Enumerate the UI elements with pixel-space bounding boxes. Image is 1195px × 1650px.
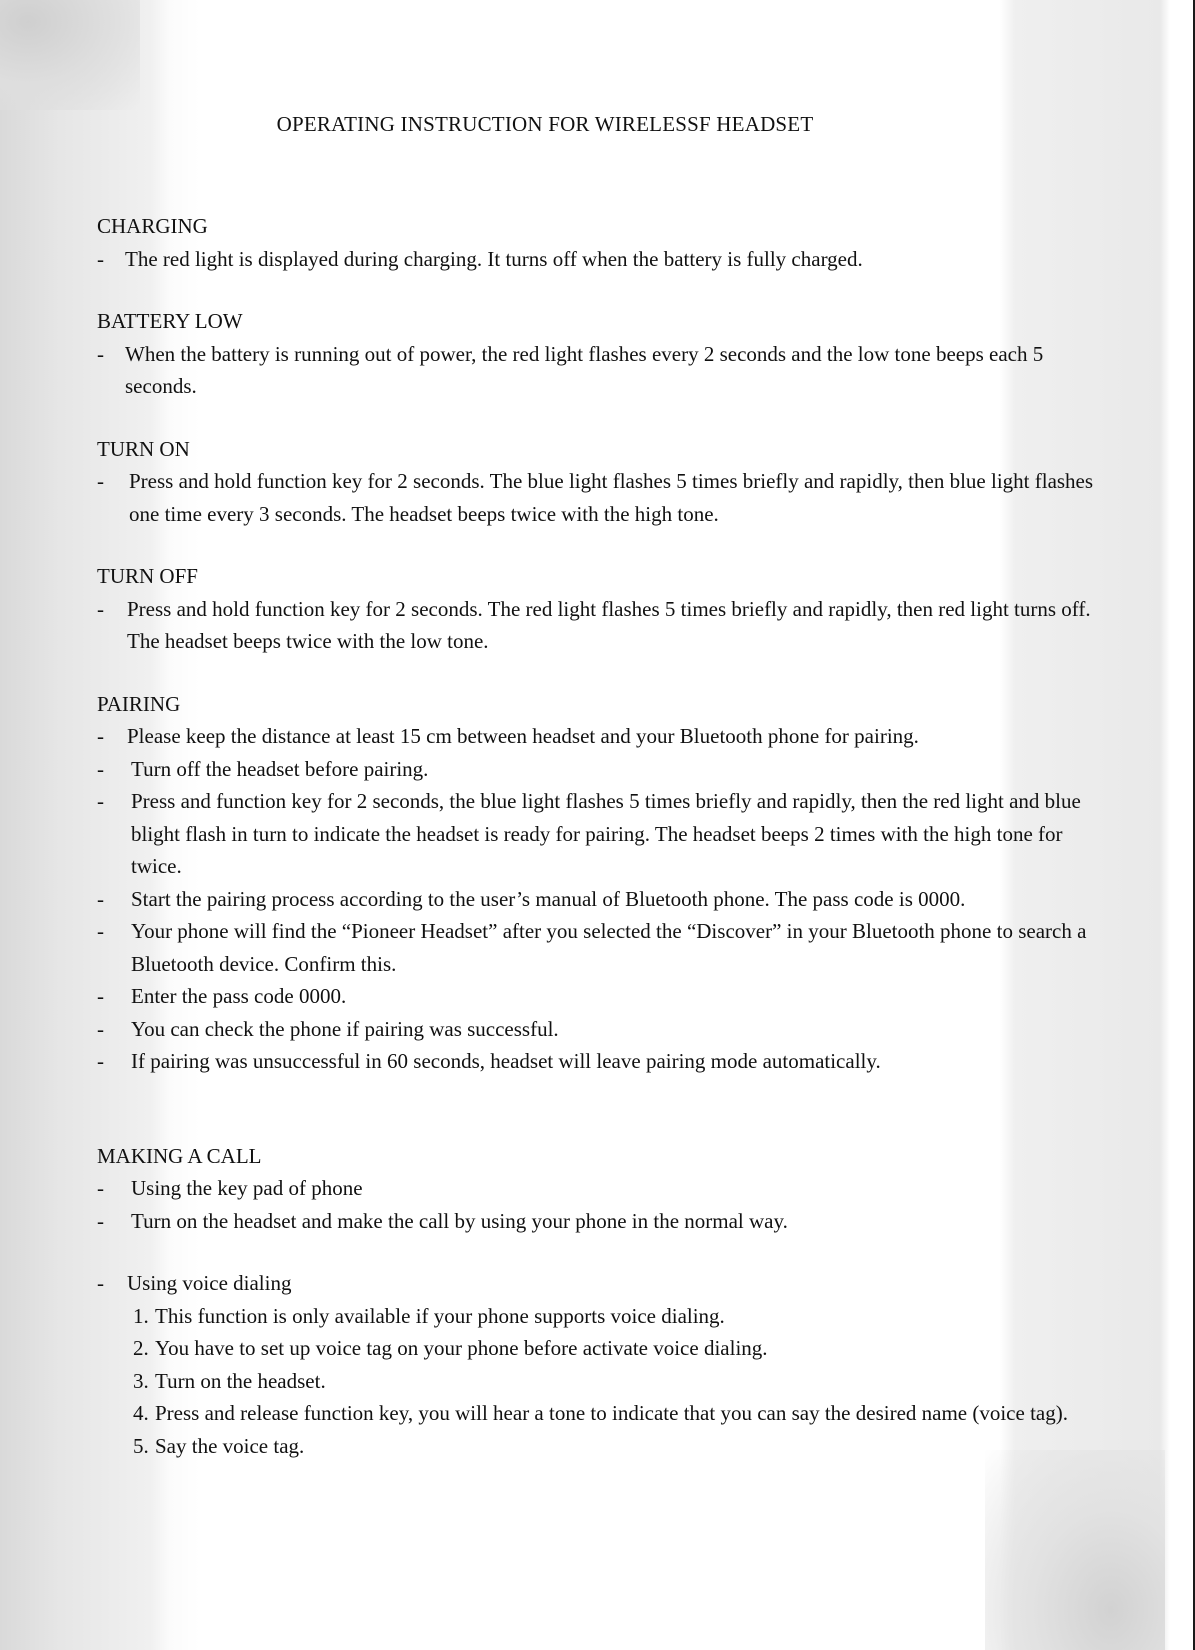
item-text: Turn off the headset before pairing. xyxy=(131,756,429,781)
bullet-dash: - xyxy=(97,1176,104,1200)
numbered-step xyxy=(97,1365,1097,1398)
item-text: Enter the pass code 0000. xyxy=(131,984,347,1008)
bullet-dash: - xyxy=(97,246,104,271)
list-item xyxy=(97,1172,1097,1205)
bullet-dash: - xyxy=(97,596,104,621)
section-pairing xyxy=(97,688,1097,1078)
step-number: 5. xyxy=(133,1433,149,1458)
item-text: Start the pairing process according to the user’s manual of Bluetooth phone. The pass code is 0000. xyxy=(131,886,966,911)
item-text: The red light is displayed during charging. It turns off when the battery is fully charged. xyxy=(125,246,863,271)
step-text: Press and release function key, you will hear a tone to indicate that you can say the desired name (voice tag). xyxy=(155,1401,1068,1425)
item-text: Your phone will find the “Pioneer Headset” after you selected the “Discover” in your Bluetooth phone to search a Bluetooth device. Confirm this. xyxy=(131,919,1087,976)
bullet-dash: - xyxy=(97,1271,104,1295)
item-text: Please keep the distance at least 15 cm between headset and your Bluetooth phone for pairing. xyxy=(127,724,919,748)
list-item xyxy=(97,720,1097,753)
scan-shadow-bottom-right xyxy=(985,1450,1165,1650)
list-item xyxy=(97,883,1097,916)
bullet-dash: - xyxy=(97,469,104,493)
bullet-dash: - xyxy=(97,789,104,813)
bullet-dash: - xyxy=(97,984,104,1008)
item-text: Using voice dialing xyxy=(127,1271,292,1295)
bullet-dash: - xyxy=(97,886,104,911)
bullet-dash: - xyxy=(97,919,104,943)
item-text: Press and hold function key for 2 seconds. The red light flashes 5 times briefly and rapidly, then red light turns off. The headset beeps twice with the low tone. xyxy=(127,596,1091,653)
section-heading-battery-low: BATTERY LOW xyxy=(97,309,243,333)
list-item xyxy=(97,1013,1097,1046)
list-item xyxy=(97,785,1097,883)
step-text: You have to set up voice tag on your phone before activate voice dialing. xyxy=(155,1336,768,1360)
section-turn-on xyxy=(97,433,1097,531)
step-number: 4. xyxy=(133,1401,149,1425)
numbered-step xyxy=(97,1332,1097,1365)
list-item xyxy=(97,243,1097,276)
list-item xyxy=(97,593,1097,658)
list-item xyxy=(97,753,1097,786)
section-heading-turn-on: TURN ON xyxy=(97,436,190,461)
list-item xyxy=(97,980,1097,1013)
section-heading-charging: CHARGING xyxy=(97,214,208,238)
numbered-step xyxy=(97,1397,1097,1430)
scan-shadow-top-left xyxy=(0,0,140,110)
bullet-dash: - xyxy=(97,1016,104,1041)
section-charging xyxy=(97,210,1097,275)
item-text: Press and hold function key for 2 seconds. The blue light flashes 5 times briefly and rapidly, then blue light flashes one time every 3 seconds. The headset beeps twice with the high tone. xyxy=(129,469,1094,526)
section-heading-making-a-call: MAKING A CALL xyxy=(97,1143,262,1168)
section-making-a-call xyxy=(97,1140,1097,1463)
bullet-dash: - xyxy=(97,1208,104,1233)
bullet-dash: - xyxy=(97,341,104,366)
step-number: 1. xyxy=(133,1303,149,1328)
step-text: Say the voice tag. xyxy=(155,1433,305,1458)
numbered-step xyxy=(97,1300,1097,1333)
bullet-dash: - xyxy=(97,756,104,781)
item-text: You can check the phone if pairing was successful. xyxy=(131,1016,559,1041)
step-number: 3. xyxy=(133,1368,149,1393)
document-title: OPERATING INSTRUCTION FOR WIRELESSF HEADSET xyxy=(276,112,814,136)
section-heading-pairing: PAIRING xyxy=(97,691,181,716)
item-text: Using the key pad of phone xyxy=(131,1176,363,1200)
step-number: 2. xyxy=(133,1336,149,1360)
item-text: Turn on the headset and make the call by using your phone in the normal way. xyxy=(131,1208,788,1233)
bullet-dash: - xyxy=(97,724,104,748)
numbered-step xyxy=(97,1430,1097,1463)
list-item xyxy=(97,1045,1097,1078)
bullet-dash: - xyxy=(97,1049,104,1073)
step-text: This function is only available if your phone supports voice dialing. xyxy=(155,1303,725,1328)
section-turn-off xyxy=(97,560,1097,658)
step-text: Turn on the headset. xyxy=(155,1368,326,1393)
list-item xyxy=(97,338,1097,403)
item-text: Press and function key for 2 seconds, the blue light flashes 5 times briefly and rapidly, then the red light and blue blight flash in turn to indicate the headset is ready for pairing. The headset beeps 2 times with the high tone for twice. xyxy=(131,789,1081,878)
document-body xyxy=(97,210,1097,1462)
list-item-voice-dialing xyxy=(97,1267,1097,1300)
item-text: When the battery is running out of power, the red light flashes every 2 seconds and the low tone beeps each 5 seconds. xyxy=(125,341,1044,398)
section-battery-low xyxy=(97,305,1097,403)
list-item xyxy=(97,1205,1097,1238)
section-heading-turn-off: TURN OFF xyxy=(97,564,198,588)
list-item xyxy=(97,465,1097,530)
item-text: If pairing was unsuccessful in 60 seconds, headset will leave pairing mode automatically. xyxy=(131,1049,881,1073)
list-item xyxy=(97,915,1097,980)
